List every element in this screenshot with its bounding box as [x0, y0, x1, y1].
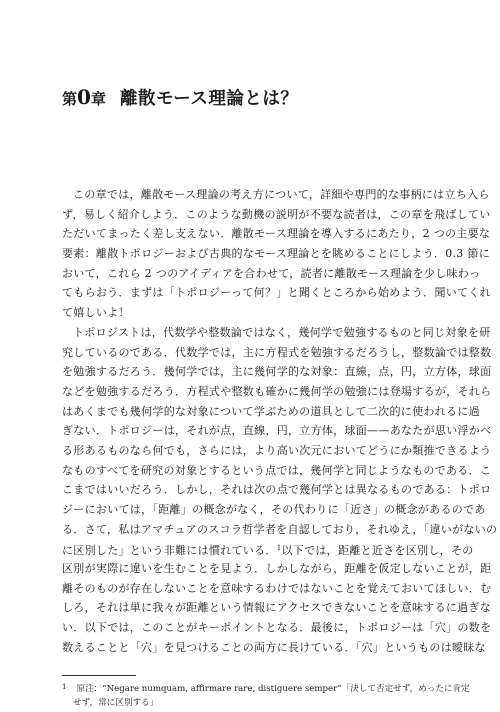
- paragraph-2-line-9: こまではいいだろう．しかし，それは次の点で幾何学とは異なるものである：トポロ: [62, 483, 492, 497]
- footnote: [62, 680, 470, 710]
- chapter-label-suffix: 章: [90, 90, 106, 108]
- paragraph-2-line-2: 究しているのである．代数学では，主に方程式を勉強するだろうし，整数論では整数: [62, 345, 492, 359]
- paragraph-2-line-15: しろ，それは単に我々が距離という情報にアクセスできないことを意味するに過ぎな: [62, 601, 492, 615]
- chapter-title: 離散モース理論とは？: [119, 89, 299, 109]
- chapter-number: 0: [77, 85, 91, 109]
- chapter-label-prefix: 第: [62, 90, 78, 108]
- line-12-end: 以下では，距離と近さを区別し，その: [281, 544, 474, 558]
- paragraph-2-line-4: などを勉強するだろう．方程式や整数も確かに幾何学の勉強には登場するが，それら: [62, 384, 492, 398]
- body-text: [62, 185, 498, 658]
- paragraph-1-line-7: て嬉しいよ！: [62, 306, 130, 320]
- paragraph-2-line-6: ぎない．トポロジーは，それが点，直線，円，立方体，球面——あなたが思い浮かべ: [62, 424, 492, 438]
- paragraph-2-line-16: い．以下では，このことがキーポイントとなる．最後に，トポロジーは「穴」の数を: [62, 621, 492, 635]
- paragraph-2-line-12: [62, 539, 474, 559]
- paragraph-2-line-11: る．さて，私はアマチュアのスコラ哲学者を自認しており，それゆえ，「違いがないの: [62, 522, 498, 536]
- paragraph-1-line-3: ただいてまったく差し支えない．離散モース理論を導入するにあたり，2 つの主要な: [62, 227, 491, 241]
- paragraph-2-line-3: を勉強するだろう．幾何学では，主に幾何学的な対象：直線，点，円，立方体，球面: [62, 365, 492, 379]
- footnote-reference[interactable]: 1: [276, 544, 282, 553]
- paragraph-1-line-6: てもらおう．まずは「トポロジーって何？」と聞くところから始めよう．聞いてくれ: [62, 286, 491, 300]
- footnote-divider: [62, 675, 136, 676]
- footnote-text-1: 原注：“Negare numquam, affirmare rare, distiguere semper”「決して否定せず，めったに肯定: [76, 684, 470, 694]
- paragraph-2-line-5: はあくまでも幾何学的な対象について学ぶための道具として二次的に使われるに過: [62, 404, 480, 418]
- paragraph-2-line-14: 離そのものが存在しないことを意味するわけではないことを覚えておいてほしい．む: [62, 581, 492, 595]
- footnote-line-2: せず，常に区別する」: [73, 698, 159, 708]
- paragraph-2-line-8: なものすべてを研究の対象とするという点では，幾何学と同じようなものである．こ: [62, 463, 492, 477]
- paragraph-1-line-5: おいて，これら 2 つのアイディアを合わせて，読者に離散モース理論を少し味わっ: [62, 266, 481, 280]
- footnote-line-1: [62, 680, 470, 696]
- line-12-start: に区別した」という非難には慣れている．: [62, 544, 277, 558]
- paragraph-1-line-1: この章では，離散モース理論の考え方について，詳細や専門的な事柄には立ち入ら: [73, 188, 490, 201]
- paragraph-2-line-13: 区別が実際に違いを生むことを見よう．しかしながら，距離を仮定しないことが，距: [62, 562, 492, 576]
- chapter-heading: [62, 84, 442, 110]
- footnote-mark: 1: [62, 683, 67, 691]
- paragraph-2-line-17: 数えることと「穴」を見つけることの両方に長けている．「穴」というものは曖昧な: [62, 640, 486, 654]
- paragraph-2-line-7: る形あるものなら何でも，さらには，より高い次元においてどうにか類推できるよう: [62, 443, 492, 457]
- paragraph-1-line-4: 要素：離散トポロジーおよび古典的なモース理論とを眺めることにしよう．0.3 節に: [62, 247, 490, 261]
- paragraph-2-line-10: ジーにおいては，「距離」の概念がなく，その代わりに「近さ」の概念があるのであ: [62, 503, 486, 516]
- paragraph-1-line-2: ず，易しく紹介しよう．このような動機の説明が不要な読者は，この章を飛ばしてい: [62, 207, 491, 221]
- paragraph-2-line-1: トポロジストは，代数学や整数論ではなく，幾何学で勉強するものと同じ対象を研: [73, 325, 491, 339]
